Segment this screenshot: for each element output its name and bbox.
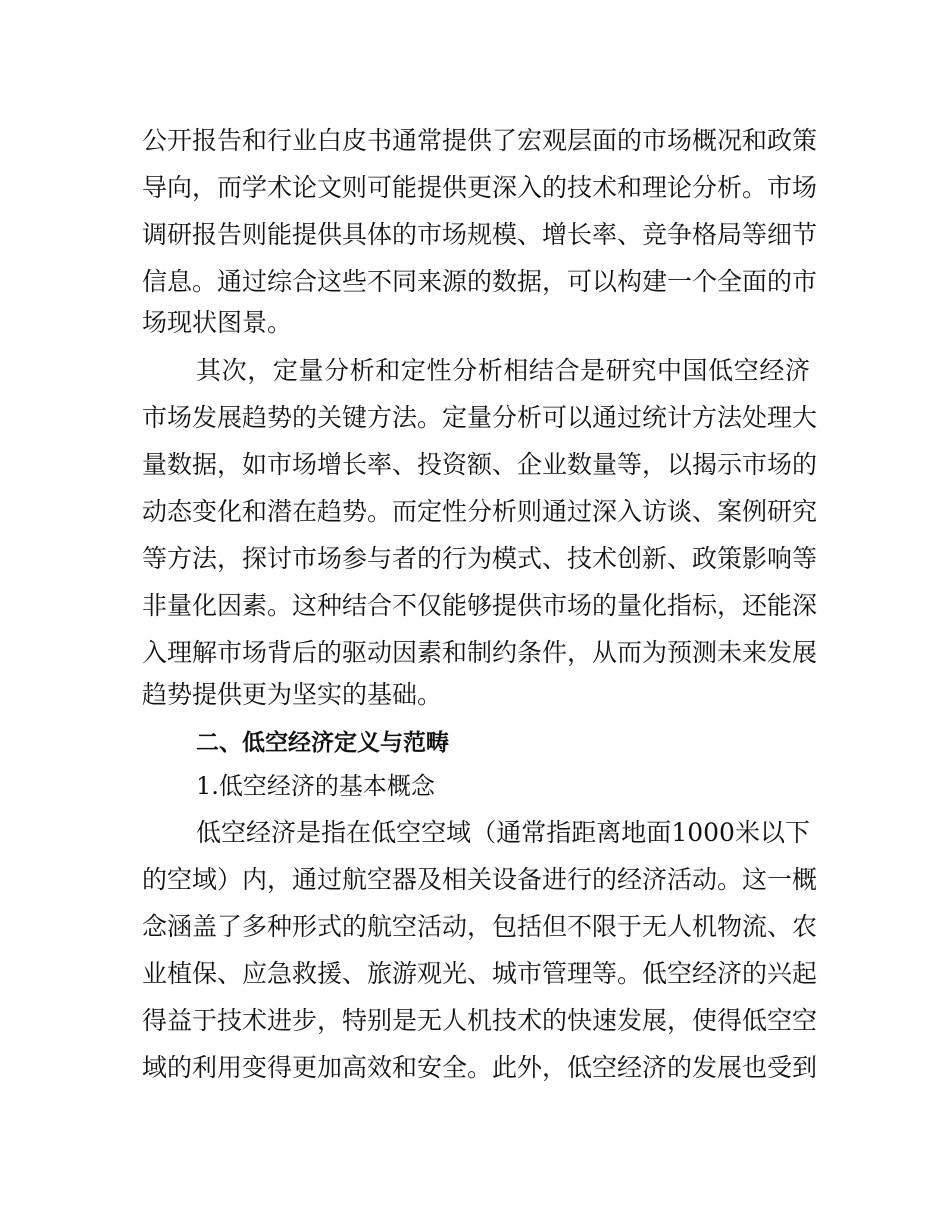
text-line: 非量化因素。这种结合不仅能够提供市场的量化指标，还能深 [142,591,818,620]
text-line: 的空域）内，通过航空器及相关设备进行的经济活动。这一概 [142,865,818,894]
paragraph-start-line: 低空经济是指在低空空域（通常指距离地面1000米以下 [196,818,811,847]
text-line: 得益于技术进步，特别是无人机技术的快速发展，使得低空空 [142,1006,818,1035]
text-line: 业植保、应急救援、旅游观光、城市管理等。低空经济的兴起 [142,959,818,988]
text-line: 市场发展趋势的关键方法。定量分析可以通过统计方法处理大 [142,403,818,432]
text-line: 公开报告和行业白皮书通常提供了宏观层面的市场概况和政策 [142,126,818,155]
text-line: 念涵盖了多种形式的航空活动，包括但不限于无人机物流、农 [142,912,818,941]
paragraph-start-line: 其次，定量分析和定性分析相结合是研究中国低空经济 [196,356,810,385]
text-line: 场现状图景。 [142,308,293,337]
text-line: 域的利用变得更加高效和安全。此外，低空经济的发展也受到 [142,1053,818,1082]
text-line: 趋势提供更为坚实的基础。 [142,680,443,709]
text-line: 量数据，如市场增长率、投资额、企业数量等，以揭示市场的 [142,450,818,479]
text-line: 信息。通过综合这些不同来源的数据，可以构建一个全面的市 [142,267,818,296]
text-line: 入理解市场背后的驱动因素和制约条件，从而为预测未来发展 [142,638,818,667]
section-heading: 二、低空经济定义与范畴 [196,730,449,756]
text-line: 动态变化和潜在趋势。而定性分析则通过深入访谈、案例研究 [142,497,818,526]
text-line: 导向，而学术论文则可能提供更深入的技术和理论分析。市场 [142,173,818,202]
text-line: 等方法，探讨市场参与者的行为模式、技术创新、政策影响等 [142,544,818,573]
subsection-heading: 1.低空经济的基本概念 [196,772,435,800]
text-line: 调研报告则能提供具体的市场规模、增长率、竞争格局等细节 [142,220,818,249]
